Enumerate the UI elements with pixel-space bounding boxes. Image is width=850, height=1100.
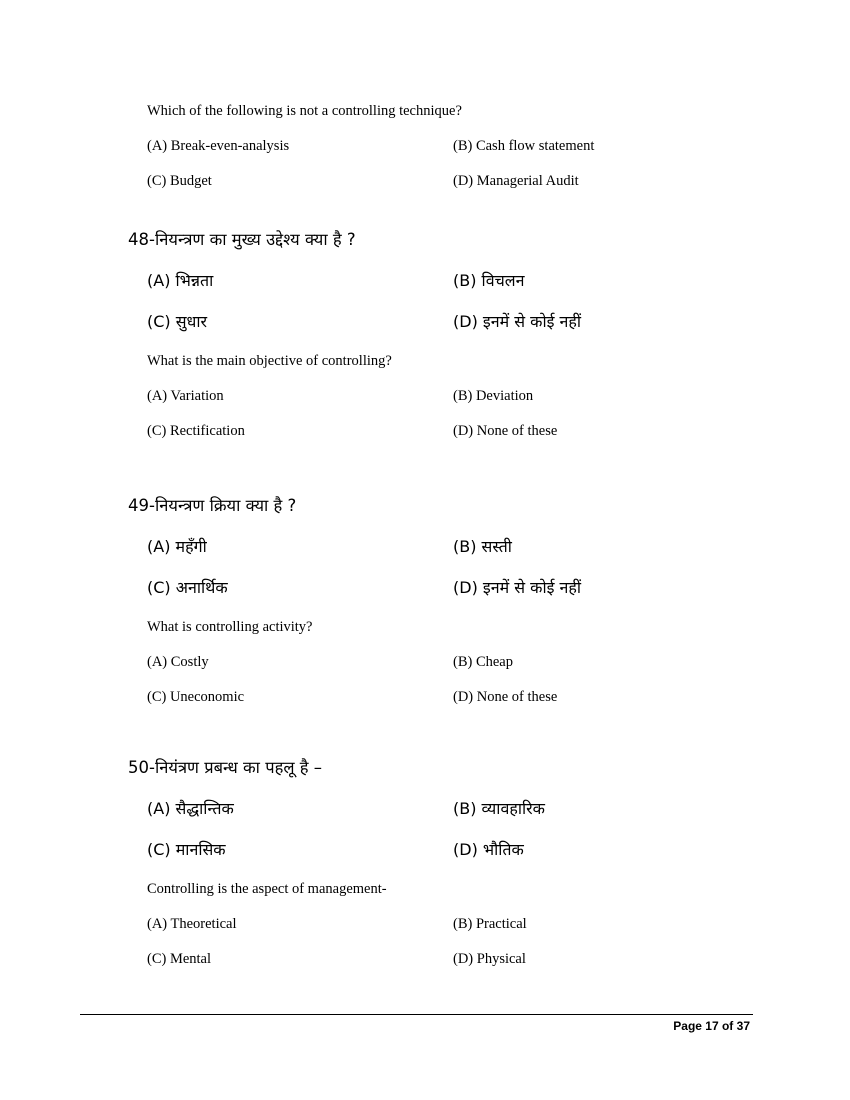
q50-hi-option-a: (A) सैद्धान्तिक — [147, 799, 234, 818]
q49-hi-option-a: (A) महँगी — [147, 537, 207, 556]
q48-en-option-b: (B) Deviation — [453, 388, 534, 404]
q48-en-option-c: (C) Rectification — [147, 423, 245, 439]
q49-en-option-c: (C) Uneconomic — [147, 689, 245, 705]
q47-en-option-a: (A) Break-even-analysis — [147, 138, 290, 154]
q47-en-option-b: (B) Cash flow statement — [453, 138, 595, 154]
q49-en-question: What is controlling activity? — [147, 619, 313, 635]
q48-hi-option-d: (D) इनमें से कोई नहीं — [453, 312, 582, 331]
q47-en-question: Which of the following is not a controlling technique? — [147, 103, 462, 119]
page-number: Page 17 of 37 — [673, 1019, 750, 1033]
q48-hi-option-b: (B) विचलन — [453, 271, 525, 290]
q49-hi-option-d: (D) इनमें से कोई नहीं — [453, 578, 582, 597]
footer-rule — [80, 1014, 753, 1015]
q50-en-option-d: (D) Physical — [453, 951, 526, 967]
q47-en-option-c: (C) Budget — [147, 173, 212, 189]
q50-en-option-a: (A) Theoretical — [147, 916, 237, 932]
q49-hi-question: 49-नियन्त्रण क्रिया क्या है ? — [128, 496, 297, 515]
q48-hi-option-a: (A) भिन्नता — [147, 271, 214, 290]
q48-en-option-d: (D) None of these — [453, 423, 558, 439]
q50-hi-option-c: (C) मानसिक — [147, 840, 226, 859]
q48-hi-option-c: (C) सुधार — [147, 312, 208, 331]
q50-en-question: Controlling is the aspect of management- — [147, 881, 387, 897]
q49-en-option-b: (B) Cheap — [453, 654, 513, 670]
q47-en-option-d: (D) Managerial Audit — [453, 173, 579, 189]
q50-hi-question: 50-नियंत्रण प्रबन्ध का पहलू है – — [128, 758, 323, 777]
q48-en-option-a: (A) Variation — [147, 388, 224, 404]
q49-hi-option-c: (C) अनार्थिक — [147, 578, 228, 597]
q50-en-option-c: (C) Mental — [147, 951, 212, 967]
q49-en-option-a: (A) Costly — [147, 654, 209, 670]
q49-hi-option-b: (B) सस्ती — [453, 537, 512, 556]
q50-hi-option-b: (B) व्यावहारिक — [453, 799, 545, 818]
q48-hi-question: 48-नियन्त्रण का मुख्य उद्देश्य क्या है ? — [128, 230, 356, 249]
q48-en-question: What is the main objective of controlling? — [147, 353, 392, 369]
q49-en-option-d: (D) None of these — [453, 689, 558, 705]
q50-hi-option-d: (D) भौतिक — [453, 840, 524, 859]
q50-en-option-b: (B) Practical — [453, 916, 527, 932]
